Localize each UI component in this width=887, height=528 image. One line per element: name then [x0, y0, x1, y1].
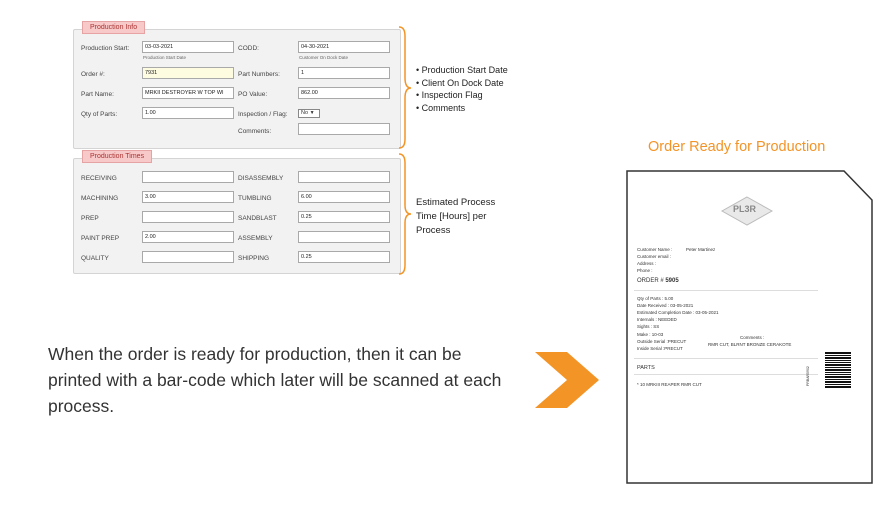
production-times-legend: Production Times — [82, 150, 152, 163]
machining-input[interactable]: 3.00 — [142, 191, 234, 203]
phone-label: Phone : — [637, 268, 653, 273]
production-info-legend: Production Info — [82, 21, 145, 34]
arrow-right-icon — [533, 352, 601, 408]
logo-text: PL3R — [733, 204, 757, 214]
sandblast-input[interactable]: 0.25 — [298, 211, 390, 223]
tumbling-input[interactable]: 6.00 — [298, 191, 390, 203]
doc-line: Sights : SS — [637, 324, 660, 329]
shipping-label: SHIPPING — [238, 255, 270, 262]
barcode-icon — [825, 352, 851, 388]
po-value-input[interactable]: 862.00 — [298, 87, 390, 99]
feature-bullets — [416, 64, 508, 114]
paint-prep-label: PAINT PREP — [81, 235, 120, 242]
prep-input[interactable] — [142, 211, 234, 223]
divider-2 — [634, 358, 818, 359]
order-ready-title: Order Ready for Production — [648, 139, 826, 155]
doc-line: Make : 10-03 — [637, 332, 664, 337]
inspection-select[interactable] — [298, 109, 320, 118]
estimated-note: Estimated Process Time [Hours] per Process — [416, 197, 496, 236]
production-info-panel — [73, 24, 401, 149]
brace-icon-2 — [398, 153, 412, 276]
qty-label: Qty of Parts: — [81, 111, 118, 118]
codd-hint: Customer On Dock Date — [299, 55, 349, 60]
description-text: When the order is ready for production, then it can be printed with a bar-code which later will be scanned at each process. — [48, 344, 502, 416]
doc-line: Outside Serial :PRECUT — [637, 339, 687, 344]
bullet-item: • Client On Dock Date — [416, 77, 504, 88]
order-number-label: ORDER # — [637, 278, 666, 284]
customer-name-label: Customer Name : — [637, 247, 673, 252]
doc-comments-value: RMR CUT, BLRNT BRONZE CERAKOTE — [708, 342, 792, 347]
codd-label: CODD: — [238, 45, 259, 52]
production-start-hint: Production Start Date — [143, 55, 187, 60]
codd-input[interactable]: 04-30-2021 — [298, 41, 390, 53]
part-name-label: Part Name: — [81, 91, 114, 98]
comments-input[interactable] — [298, 123, 390, 135]
order-number — [637, 278, 679, 284]
receiving-input[interactable] — [142, 171, 234, 183]
paint-prep-input[interactable]: 2.00 — [142, 231, 234, 243]
doc-line: Estimated Completion Date : 03-05-2021 — [637, 310, 719, 315]
parts-label: PARTS — [637, 365, 655, 371]
doc-line: Internals : NEEDED — [637, 317, 677, 322]
customer-email-label: Customer email : — [637, 254, 672, 259]
bullet-item: • Comments — [416, 102, 466, 113]
qty-input[interactable]: 1.00 — [142, 107, 234, 119]
production-start-input[interactable]: 03-03-2021 — [142, 41, 234, 53]
chevron-down-icon: ▼ — [309, 110, 315, 116]
part-name-input[interactable]: MRKII DESTROYER W TOP WI — [142, 87, 234, 99]
doc-line: Inside Serial :PRECUT — [637, 346, 683, 351]
po-value-label: PO Value: — [238, 91, 268, 98]
comments-label: Comments: — [238, 128, 272, 135]
divider — [634, 290, 818, 291]
receiving-label: RECEIVING — [81, 175, 117, 182]
brace-icon — [398, 26, 412, 150]
order-input[interactable]: 7931 — [142, 67, 234, 79]
assembly-label: ASSEMBLY — [238, 235, 273, 242]
production-start-label: Production Start: — [81, 45, 130, 52]
tumbling-label: TUMBLING — [238, 195, 272, 202]
disassembly-input[interactable] — [298, 171, 390, 183]
doc-comments-label: Comments : — [740, 335, 765, 340]
part-numbers-label: Part Numbers: — [238, 71, 280, 78]
prep-label: PREP — [81, 215, 99, 222]
order-label: Order #: — [81, 71, 105, 78]
sandblast-label: SANDBLAST — [238, 215, 277, 222]
customer-name-value: Peter Martinez — [686, 247, 716, 252]
production-times-panel — [73, 153, 401, 274]
order-number-value: 5905 — [665, 278, 679, 284]
bullet-item: • Inspection Flag — [416, 90, 483, 100]
part-numbers-input[interactable]: 1 — [298, 67, 390, 79]
divider-3 — [634, 374, 818, 375]
inspection-label: Inspection / Flag: — [238, 111, 288, 118]
doc-line: Date Received : 03-05-2021 — [637, 303, 694, 308]
quality-label: QUALITY — [81, 255, 109, 262]
machining-label: MACHINING — [81, 195, 119, 202]
address-label: Address : — [637, 261, 657, 266]
parts-line: * 10 MRKIII REAPER RMR CUT — [637, 382, 702, 387]
disassembly-label: DISASSEMBLY — [238, 175, 284, 182]
assembly-input[interactable] — [298, 231, 390, 243]
inspection-select-value: No — [301, 110, 309, 116]
doc-line: Qty of Parts : 5.00 — [637, 296, 674, 301]
quality-input[interactable] — [142, 251, 234, 263]
barcode-caption: PRBAR5902 — [806, 366, 810, 386]
bullet-item: • Production Start Date — [416, 65, 508, 75]
shipping-input[interactable]: 0.25 — [298, 251, 390, 263]
